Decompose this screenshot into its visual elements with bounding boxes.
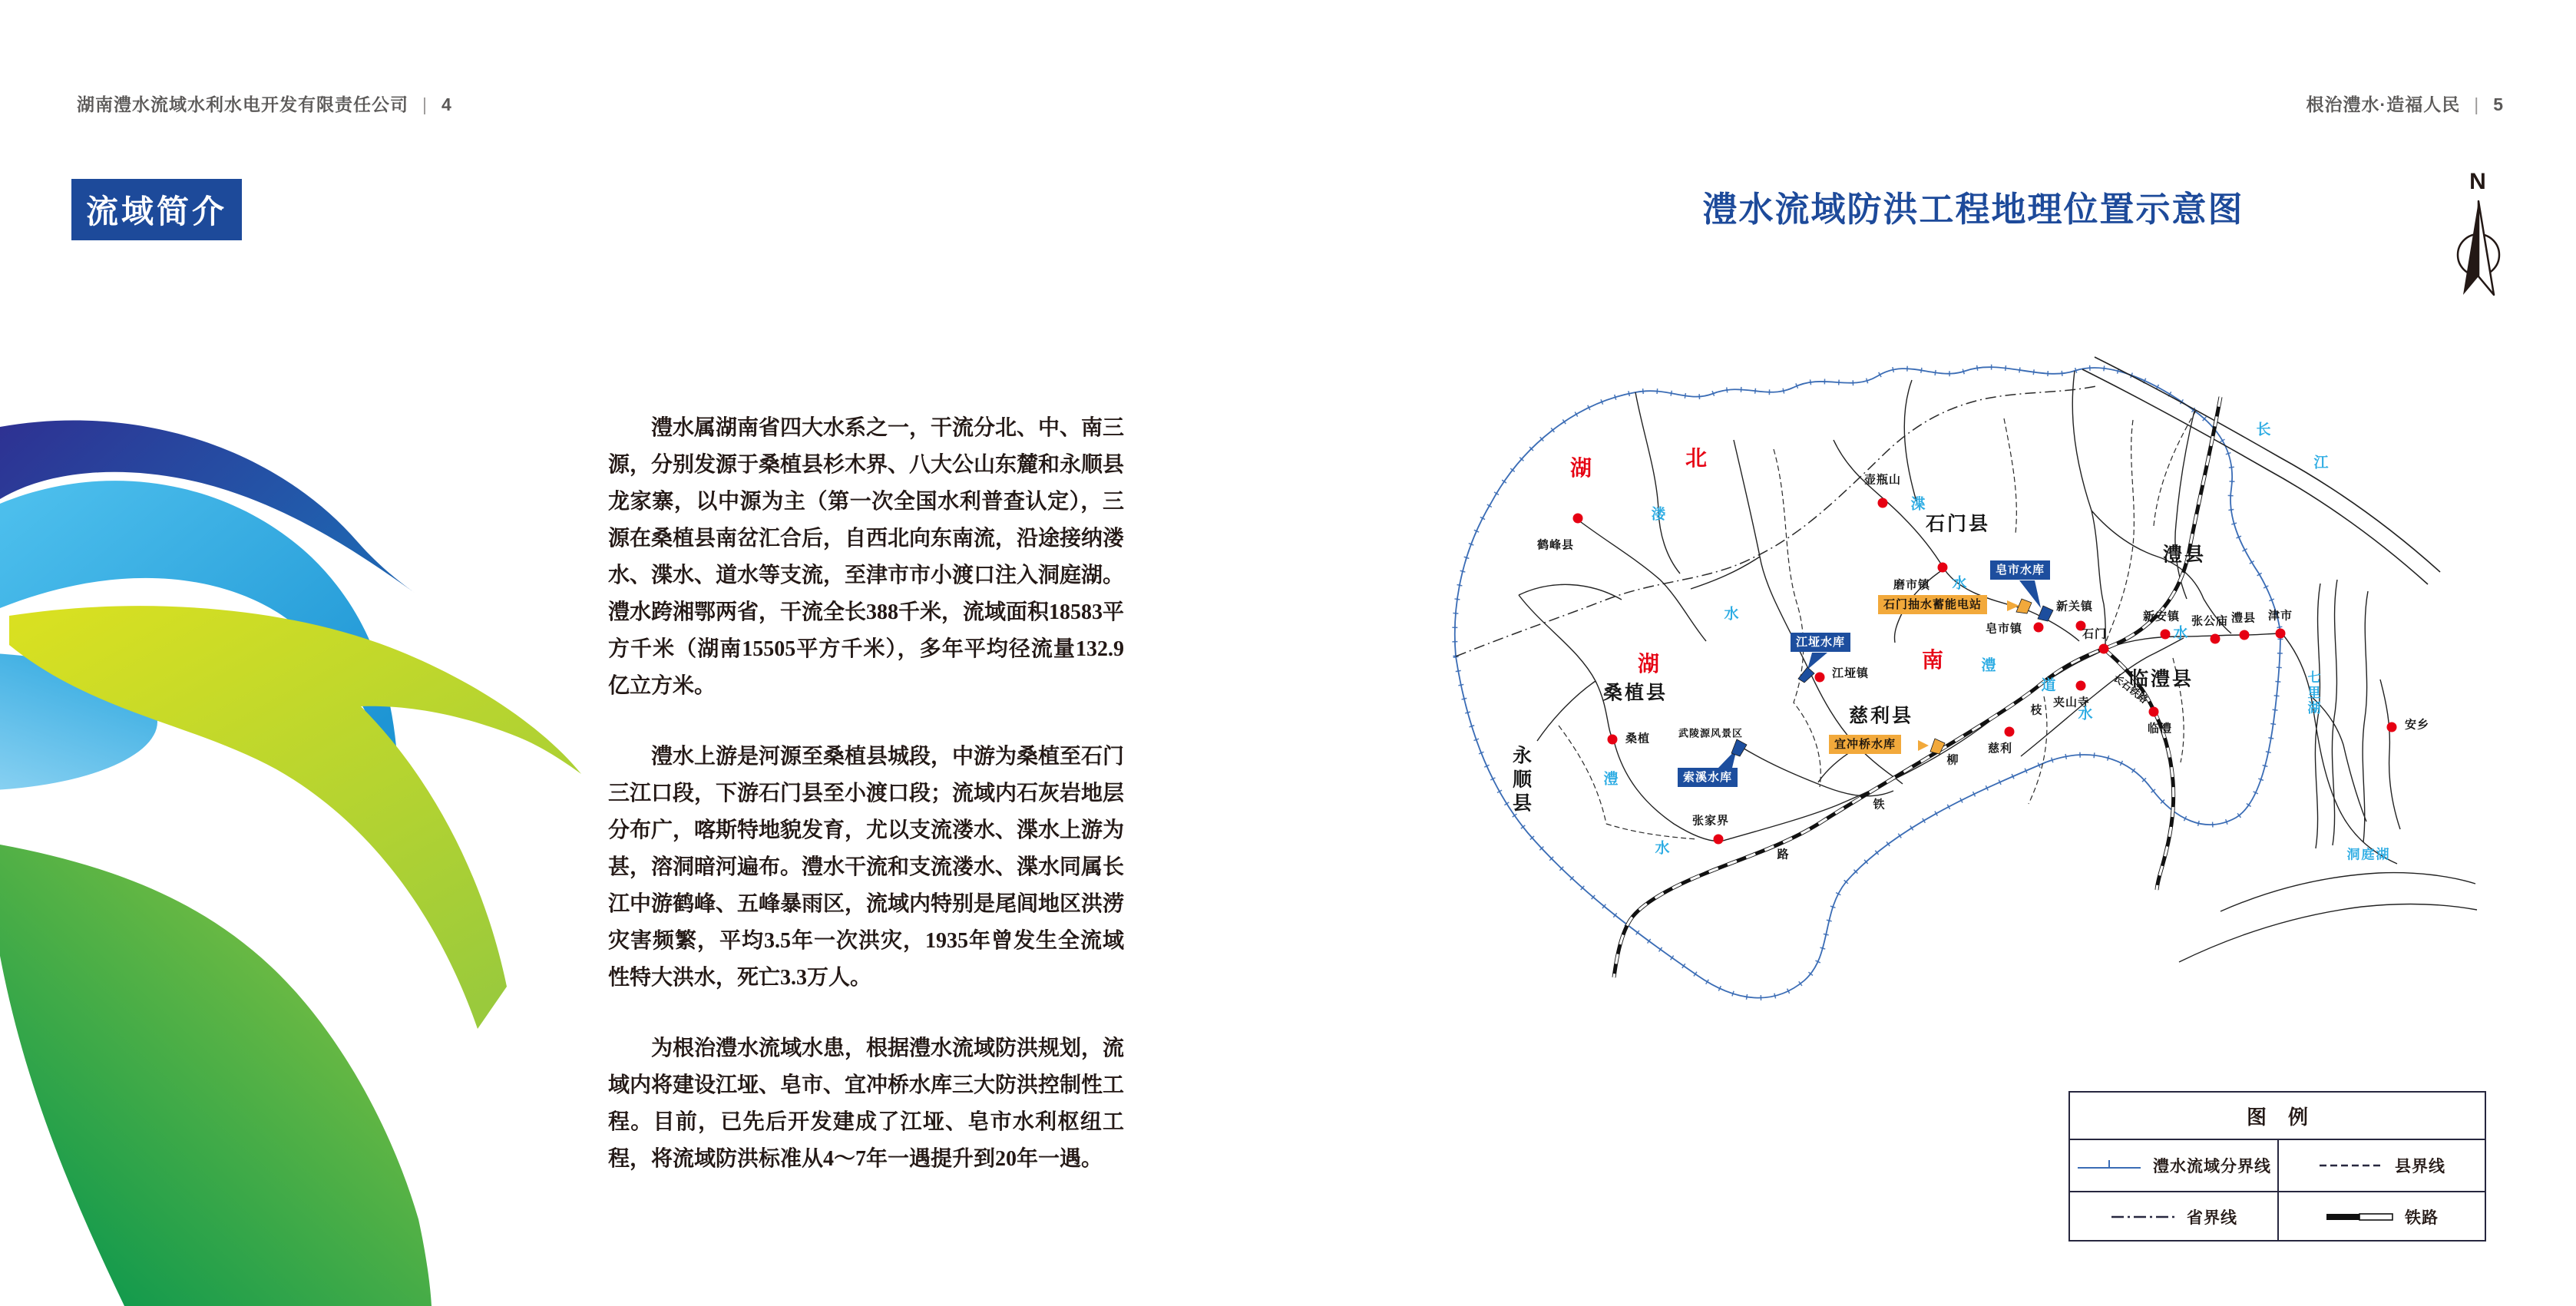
yichongqiao-dam-icon <box>1930 739 1945 754</box>
town-label: 夹山寺 <box>2052 696 2091 709</box>
river-label: 澧 <box>1981 657 1996 674</box>
county-label: 临澧县 <box>2128 668 2194 690</box>
map-legend <box>2068 1091 2486 1242</box>
legend-title: 图例 <box>2070 1093 2485 1140</box>
county-label: 澧县 <box>2162 544 2207 566</box>
suoxi-dam-icon <box>1731 739 1747 756</box>
basin-map <box>1405 326 2557 1171</box>
river-label: 溇 <box>1651 506 1666 523</box>
river-lines <box>1519 371 2477 962</box>
town-dot <box>1573 514 1583 524</box>
river-label: 澧 <box>1603 771 1619 788</box>
town-dot <box>2076 681 2086 691</box>
town-label: 张家界 <box>1691 814 1730 828</box>
town-dot <box>1608 735 1618 745</box>
town-label: 新关镇 <box>2055 600 2094 613</box>
map-linework <box>1405 326 2557 1171</box>
river-label: 水 <box>2173 625 2188 642</box>
landmark-label: 武陵源风景区 <box>1678 727 1744 739</box>
lake-label: 洞庭湖 <box>2346 847 2391 862</box>
legend-item-railway: 铁路 <box>2277 1191 2485 1242</box>
intro-paragraph-2: 澧水上游是河源至桑植县城段，中游为桑植至石门三江口段，下游石门县至小渡口段；流域内石灰岩地层分布广，喀斯特地貌发育，尤以支流溇水、渫水上游为甚，溶洞暗河遍布。澧水干流和支流溇水、渫水同属长江中游鹤峰、五峰暴雨区，流域内特别是尾闾地区洪涝灾害频繁，平均3.5年一次洪灾，1935年曾发生全流域性特大洪水，死亡3.3万人。 <box>608 745 1125 990</box>
town-dot <box>2034 623 2044 633</box>
town-dot <box>2149 707 2159 717</box>
town-dot <box>1815 673 1825 683</box>
province-line-symbol <box>2110 1210 2176 1224</box>
town-dot <box>2276 629 2286 639</box>
river-label: 水 <box>2078 706 2093 722</box>
basin-line-symbol <box>2076 1159 2142 1172</box>
town-label: 桑植 <box>1625 732 1651 746</box>
river-label: 江 <box>2313 455 2329 471</box>
town-label: 鹤峰县 <box>1536 538 1575 552</box>
town-dot <box>2211 634 2221 644</box>
zaoshi-dam-icon <box>2038 606 2053 621</box>
town-dot <box>2161 630 2171 640</box>
section-title-label: 流域简介 <box>85 193 227 230</box>
town-dot <box>2387 722 2397 732</box>
compass <box>2451 170 2505 312</box>
town-dot <box>2005 727 2015 737</box>
county-line-symbol <box>2318 1159 2384 1172</box>
province-label: 北 <box>1685 446 1709 470</box>
legend-item-county: 县界线 <box>2277 1140 2485 1191</box>
map-title: 澧水流域防洪工程地理位置示意图 <box>1702 190 2244 229</box>
reservoir-callout-zaoshi: 皂市水库 <box>1990 560 2050 580</box>
railway-label: 长石铁路 <box>2111 672 2151 706</box>
town-label: 安乡 <box>2404 718 2430 732</box>
section-title <box>71 179 242 240</box>
river-label: 水 <box>1655 840 1670 857</box>
town-label: 慈利 <box>1987 742 2013 755</box>
reservoir-callout-shimen-psh: 石门抽水蓄能电站 <box>1878 595 1987 614</box>
town-dot <box>2240 630 2250 640</box>
railway-label: 铁 <box>1873 798 1885 812</box>
slogan: 根治澧水·造福人民 <box>2306 94 2461 114</box>
town-dot <box>1878 498 1888 508</box>
north-arrow-icon <box>2451 193 2505 309</box>
town-label: 新安镇 <box>2142 610 2181 623</box>
company-logo <box>0 415 584 1306</box>
province-boundary-line <box>1456 386 2096 656</box>
river-label: 水 <box>1952 575 1967 592</box>
legend-item-basin: 澧水流域分界线 <box>2070 1140 2277 1191</box>
right-page-number: 5 <box>2493 94 2504 114</box>
north-label: N <box>2469 169 2486 194</box>
county-label: 桑植县 <box>1602 682 1668 704</box>
town-dot <box>2099 644 2109 654</box>
river-label: 渫 <box>1910 496 1926 513</box>
reservoir-callout-jiangya: 江垭水库 <box>1791 633 1850 652</box>
reservoir-callout-suoxi: 索溪水库 <box>1678 768 1738 787</box>
town-label: 临澧 <box>2147 722 2173 736</box>
left-page-header <box>77 91 452 116</box>
town-label: 张公庙 <box>2191 614 2229 628</box>
town-label: 皂市镇 <box>1985 622 2023 636</box>
railway-line-symbol <box>2325 1210 2394 1224</box>
reservoir-callout-yichongqiao: 宜冲桥水库 <box>1829 735 1901 754</box>
company-name: 湖南澧水流域水利水电开发有限责任公司 <box>77 94 408 114</box>
header-divider: | <box>2474 94 2480 114</box>
county-label: 永顺县 <box>1510 745 1532 817</box>
right-page-header <box>2306 91 2504 116</box>
intro-paragraph-1: 澧水属湖南省四大水系之一，干流分北、中、南三源，分别发源于桑植县杉木界、八大公山东麓和永顺县龙家寨，以中源为主（第一次全国水利普查认定），三源在桑植县南岔汇合后，自西北向东南流，沿途接纳溇水、渫水、道水等支流，至津市市小渡口注入洞庭湖。澧水跨湘鄂两省，干流全长388千米，流域面积18583平方千米（湖南15505平方千米），多年平均径流量132.9亿立方米。 <box>608 416 1125 698</box>
lake-label: 七里湖 <box>2305 670 2320 716</box>
town-label: 江垭镇 <box>1831 666 1870 680</box>
province-label: 湖 <box>1637 652 1662 676</box>
town-label: 石门 <box>2082 627 2108 641</box>
town-dot <box>1714 835 1724 845</box>
county-label: 石门县 <box>1925 513 1991 535</box>
river-label: 道 <box>2041 677 2056 694</box>
county-label: 慈利县 <box>1848 705 1914 727</box>
river-label: 长 <box>2256 422 2271 438</box>
legend-item-province: 省界线 <box>2070 1191 2277 1242</box>
town-dot <box>1938 563 1948 573</box>
town-label: 澧县 <box>2230 611 2257 625</box>
railway-label: 路 <box>1777 848 1789 861</box>
left-page-number: 4 <box>441 94 452 114</box>
logo-green-swoosh <box>0 845 432 1306</box>
river-label: 水 <box>1724 606 1739 623</box>
intro-text <box>608 410 1124 1212</box>
railway-label: 枝 <box>2030 703 2042 717</box>
intro-paragraph-3: 为根治澧水流域水患，根据澧水流域防洪规划，流域内将建设江垭、皂市、宜冲桥水库三大防洪控制性工程。目前，已先后开发建成了江垭、皂市水利枢纽工程，将流域防洪标准从4～7年一遇提升到20年一遇。 <box>608 1037 1125 1171</box>
town-label: 壶瓶山 <box>1863 473 1902 487</box>
railway-label: 柳 <box>1946 753 1959 767</box>
province-label: 湖 <box>1569 456 1594 480</box>
yangtze-lines <box>2082 357 2440 584</box>
province-label: 南 <box>1921 648 1946 672</box>
town-label: 磨市镇 <box>1893 578 1931 592</box>
town-label: 津市 <box>2267 609 2293 623</box>
header-divider: | <box>422 94 428 114</box>
